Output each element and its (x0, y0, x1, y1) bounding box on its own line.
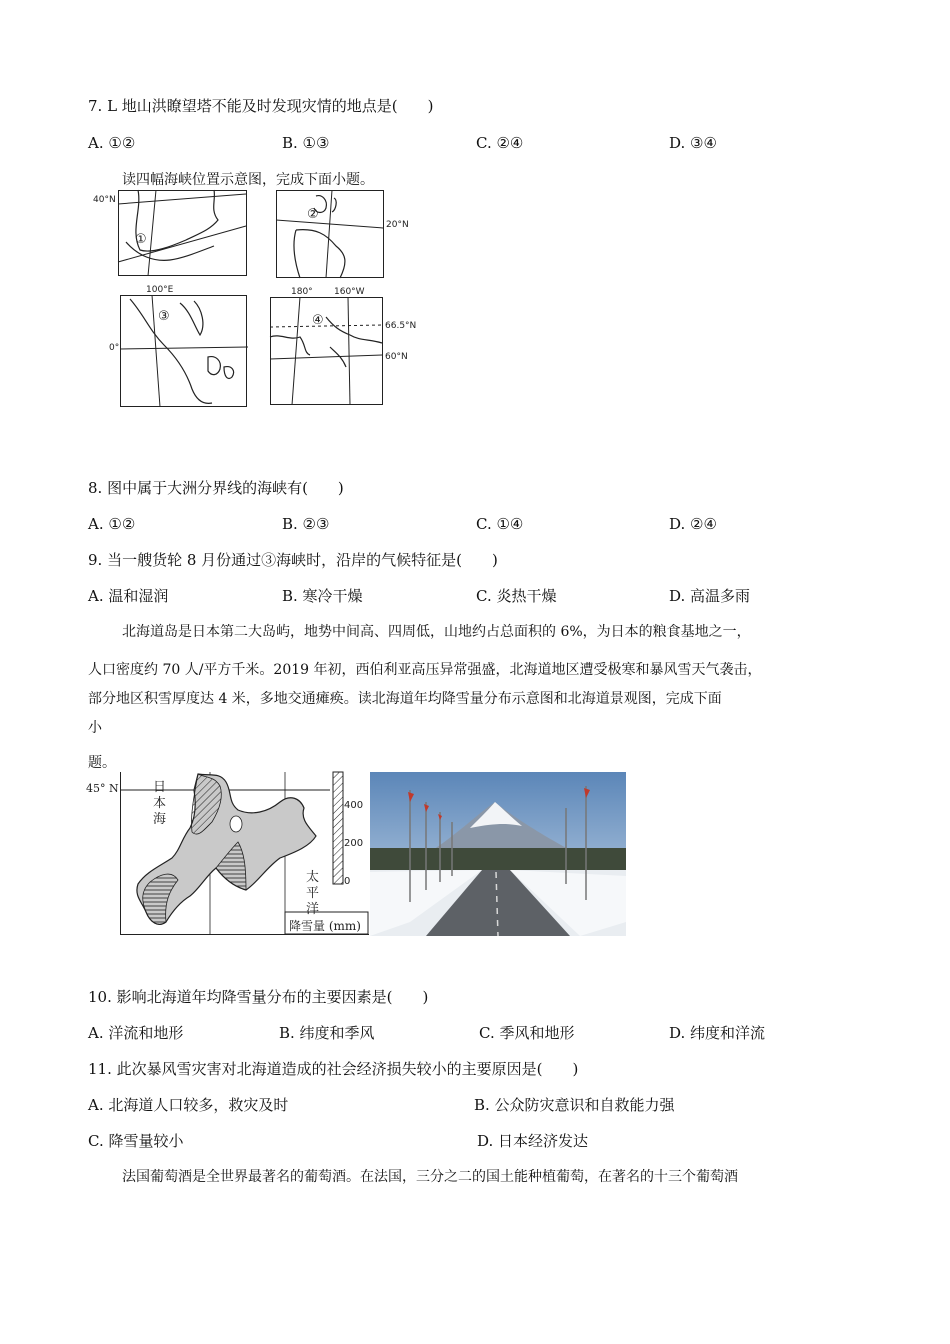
wine-intro: 法国葡萄酒是全世界最著名的葡萄酒。在法国，三分之二的国土能种植葡萄，在著名的十三个葡萄酒 (122, 1169, 738, 1185)
sea-japan-char3: 海 (153, 812, 167, 827)
map4-lat1-label: 66.5°N (385, 321, 417, 331)
legend-tick-200: 200 (344, 838, 364, 849)
map4-lon1-label: 180° (291, 287, 313, 297)
legend-title: 降雪量 (mm) (289, 919, 361, 933)
map2-marker: ② (307, 207, 319, 222)
q11-stem: 11. 此次暴风雪灾害对北海道造成的社会经济损失较小的主要原因是( ) (88, 1060, 579, 1078)
map3-marker: ③ (158, 309, 170, 324)
q8-option-d: D. ②④ (669, 515, 717, 533)
q10-stem: 10. 影响北海道年均降雪量分布的主要因素是( ) (88, 988, 429, 1006)
q11-option-b: B. 公众防灾意识和自救能力强 (474, 1096, 675, 1114)
pacific-char3: 洋 (306, 902, 320, 917)
pacific-char1: 太 (306, 870, 320, 885)
q7-option-c: C. ②④ (476, 134, 524, 152)
q8-option-a: A. ①② (88, 515, 136, 533)
hokkaido-landscape-photo (370, 772, 626, 936)
q10-option-c: C. 季风和地形 (479, 1024, 575, 1042)
map1-lat-label: 40°N (93, 195, 116, 205)
q7-option-b: B. ①③ (282, 134, 330, 152)
map4-lat2-label: 60°N (385, 352, 408, 362)
q11-option-a: A. 北海道人口较多，救灾及时 (88, 1096, 289, 1114)
map1-marker: ① (135, 232, 147, 247)
sea-japan-char1: 日 (153, 780, 167, 795)
q7-option-a: A. ①② (88, 134, 136, 152)
map2-lat-label: 20°N (386, 220, 409, 230)
map3-drawing (120, 295, 248, 407)
q10-option-a: A. 洋流和地形 (88, 1024, 184, 1042)
map4-lon2-label: 160°W (334, 287, 365, 297)
q9-option-a: A. 温和湿润 (88, 587, 169, 605)
q8-stem: 8. 图中属于大洲分界线的海峡有( ) (88, 479, 344, 497)
q10-option-b: B. 纬度和季风 (279, 1024, 375, 1042)
q11-option-c: C. 降雪量较小 (88, 1132, 184, 1150)
sea-japan-char2: 本 (153, 796, 167, 811)
q7-stem: 7. L 地山洪瞭望塔不能及时发现灾情的地点是( ) (88, 97, 434, 115)
q9-option-b: B. 寒冷干燥 (282, 587, 363, 605)
hokkaido-intro-line3: 部分地区积雪厚度达 4 米，多地交通瘫痪。读北海道年均降雪量分布示意图和北海道景观图，完成下面 (88, 691, 722, 707)
pacific-char2: 平 (306, 886, 320, 901)
hokkaido-intro-line1: 北海道岛是日本第二大岛屿，地势中间高、四周低，山地约占总面积的 6%，为日本的粮食基地之一， (122, 624, 751, 640)
hokkaido-lat-label: 45° N (86, 782, 119, 795)
q7-option-d: D. ③④ (669, 134, 717, 152)
map2-drawing (276, 190, 386, 280)
hokkaido-intro-line2: 人口密度约 70 人/平方千米。2019 年初，西伯利亚高压异常强盛，北海道地区遭受极寒和暴风雪天气袭击， (88, 662, 762, 678)
q9-stem: 9. 当一艘货轮 8 月份通过③海峡时，沿岸的气候特征是( ) (88, 551, 498, 569)
map4-marker: ④ (312, 313, 324, 328)
q9-option-c: C. 炎热干燥 (476, 587, 557, 605)
q11-option-d: D. 日本经济发达 (477, 1132, 589, 1150)
q8-option-b: B. ②③ (282, 515, 330, 533)
q8-option-c: C. ①④ (476, 515, 524, 533)
hokkaido-intro-line4: 小 (88, 720, 102, 736)
map4-drawing (270, 297, 384, 405)
legend-tick-0: 0 (344, 876, 351, 887)
q9-option-d: D. 高温多雨 (669, 587, 751, 605)
q10-option-d: D. 纬度和洋流 (669, 1024, 766, 1042)
map3-lat-label: 0° (109, 343, 120, 353)
map3-lon-label: 100°E (146, 285, 174, 295)
hokkaido-intro-line5: 题。 (88, 755, 116, 771)
legend-tick-400: 400 (344, 800, 364, 811)
strait-intro: 读四幅海峡位置示意图，完成下面小题。 (122, 172, 374, 188)
